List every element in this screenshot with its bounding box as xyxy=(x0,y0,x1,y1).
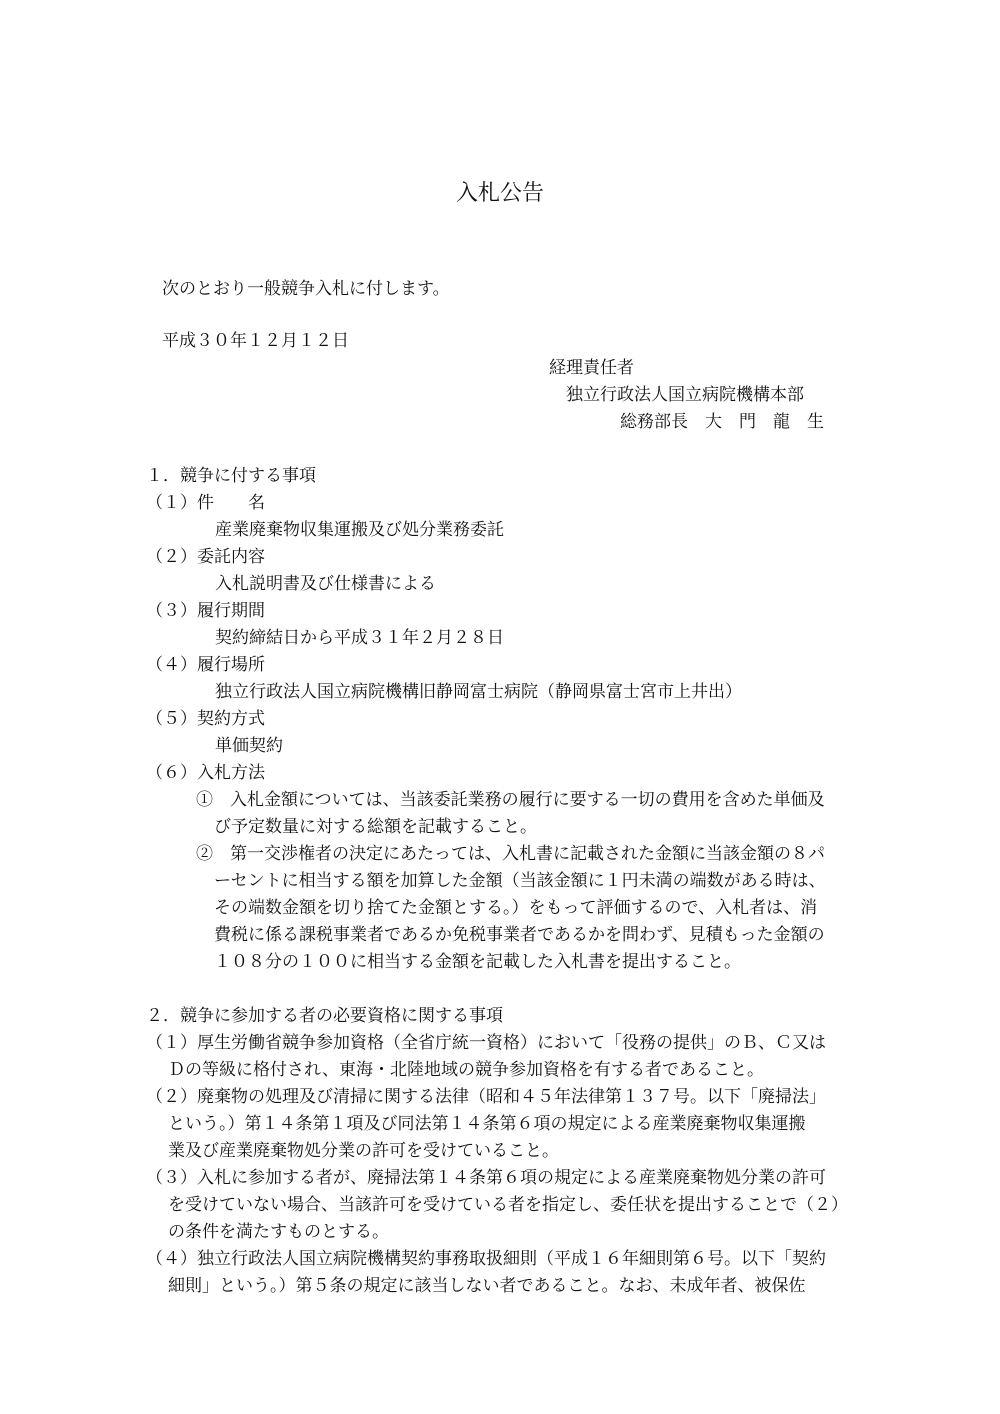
section2-item-line: 業及び産業廃棄物処分業の許可を受けていること。 xyxy=(168,1141,559,1161)
section1-item-value: 入札説明書及び仕様書による xyxy=(215,574,436,594)
signatory-role: 経理責任者 xyxy=(549,358,634,378)
page-title: 入札公告 xyxy=(455,181,544,206)
bid-method-point2-line: ② 第一交渉権者の決定にあたっては、入札書に記載された金額に当該金額の８パ xyxy=(196,844,825,864)
section1-item-value: 単価契約 xyxy=(215,736,283,756)
bid-method-label: （６）入札方法 xyxy=(146,763,265,783)
section1-item-value: 産業廃棄物収集運搬及び処分業務委託 xyxy=(215,520,504,540)
section1-item-value: 契約締結日から平成３１年２月２８日 xyxy=(215,628,504,648)
section2-item-line: （２）廃棄物の処理及び清掃に関する法律（昭和４５年法律第１３７号。以下「廃掃法」 xyxy=(146,1087,826,1107)
bid-method-point2-line: その端数金額を切り捨てた金額とする。）をもって評価するので、入札者は、消 xyxy=(214,898,818,918)
section1-item-label: （４）履行場所 xyxy=(146,655,265,675)
section2-item-line: を受けていない場合、当該許可を受けている者を指定し、委任状を提出することで（２） xyxy=(168,1195,848,1215)
signatory-name: 総務部長 大 門 龍 生 xyxy=(620,412,824,432)
bid-method-point1-line: ① 入札金額については、当該委託業務の履行に要する一切の費用を含めた単価及 xyxy=(196,790,825,810)
section2-item-line: （４）独立行政法人国立病院機構契約事務取扱細則（平成１６年細則第６号。以下「契約 xyxy=(146,1249,826,1269)
bid-method-point2-line: ーセントに相当する額を加算した金額（当該金額に１円未満の端数がある時は、 xyxy=(214,871,826,891)
section2-item-line: （３）入札に参加する者が、廃掃法第１４条第６項の規定による産業廃棄物処分業の許可 xyxy=(146,1168,826,1188)
section2-heading: ２．競争に参加する者の必要資格に関する事項 xyxy=(146,1006,503,1026)
section1-item-value: 独立行政法人国立病院機構旧静岡富士病院（静岡県富士宮市上井出） xyxy=(215,682,742,702)
bid-method-point2-line: １０８分の１００に相当する金額を記載した入札書を提出すること。 xyxy=(214,952,741,972)
section2-item-line: の条件を満たすものとする。 xyxy=(168,1222,389,1242)
section1-item-label: （２）委託内容 xyxy=(146,547,265,567)
section1-item-label: （５）契約方式 xyxy=(146,709,265,729)
section2-item-line: という。）第１４条第１項及び同法第１４条第６項の規定による産業廃棄物収集運搬 xyxy=(168,1114,806,1134)
bid-method-point2-line: 費税に係る課税事業者であるか免税事業者であるかを問わず、見積もった金額の xyxy=(214,925,825,945)
section2-item-line: （１）厚生労働省競争参加資格（全省庁統一資格）において「役務の提供」のＢ、Ｃ又は xyxy=(146,1033,826,1053)
bid-method-point1-line: び予定数量に対する総額を記載すること。 xyxy=(214,817,537,837)
section1-item-label: （１）件 名 xyxy=(146,493,265,513)
section1-item-label: （３）履行期間 xyxy=(146,601,265,621)
signatory-organization: 独立行政法人国立病院機構本部 xyxy=(566,385,804,405)
section2-item-line: Ｄの等級に格付され、東海・北陸地域の競争参加資格を有する者であること。 xyxy=(168,1060,765,1080)
notice-date: 平成３０年１２月１２日 xyxy=(162,331,349,351)
section1-heading: １．競争に付する事項 xyxy=(146,466,316,486)
intro-text: 次のとおり一般競争入札に付します。 xyxy=(162,279,450,299)
section2-item-line: 細則」という。）第５条の規定に該当しない者であること。なお、未成年者、被保佐 xyxy=(168,1276,806,1296)
